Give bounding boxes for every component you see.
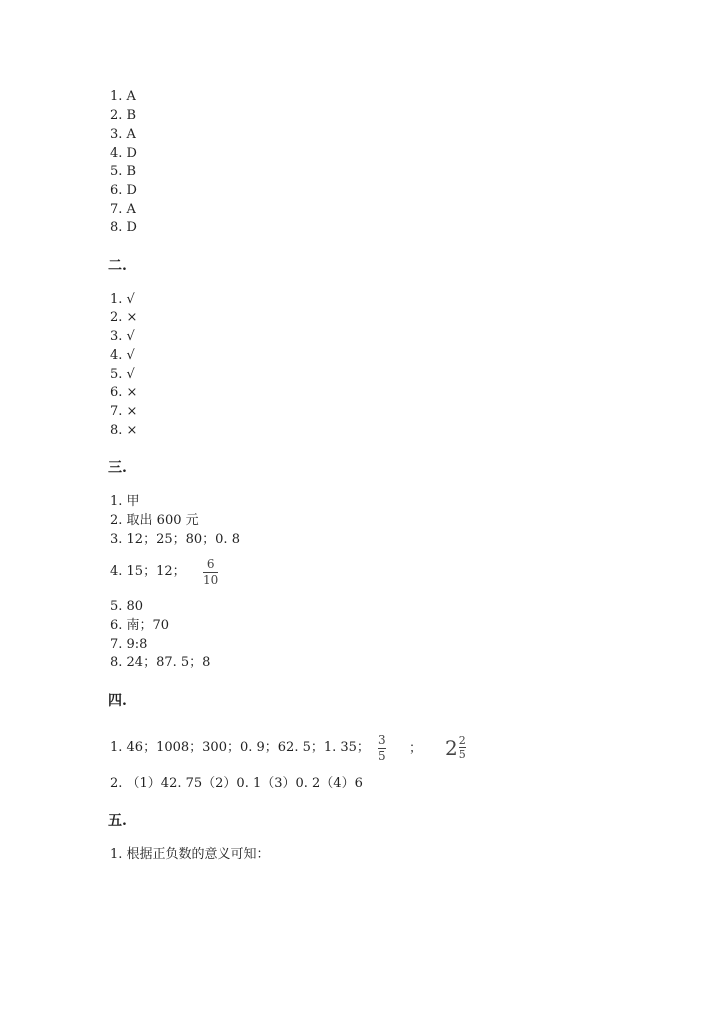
fraction-denominator: 5 — [458, 748, 466, 761]
s1-item-5: 5. B — [110, 164, 137, 179]
s1-item-1: 1. A — [110, 89, 136, 104]
s5-item-1: 1. 根据正负数的意义可知： — [110, 847, 270, 862]
s4-item-1-mixed-number — [445, 735, 466, 760]
s3-item-4: 4. 15；12； — [110, 564, 186, 579]
s3-item-8: 8. 24；87. 5；8 — [110, 655, 211, 670]
s3-item-4-fraction — [203, 558, 218, 587]
s3-item-6: 6. 南；70 — [110, 618, 170, 633]
section-4-heading: 四. — [108, 693, 127, 709]
s2-item-2: 2. × — [110, 310, 138, 325]
s2-item-1: 1. √ — [110, 292, 135, 307]
s4-item-1-fraction — [378, 734, 386, 763]
fraction-denominator: 10 — [203, 573, 219, 587]
s3-item-5: 5. 80 — [110, 599, 144, 614]
s1-item-7: 7. A — [110, 202, 136, 217]
s1-item-4: 4. D — [110, 146, 137, 161]
s3-item-3: 3. 12；25；80；0. 8 — [110, 532, 240, 547]
fraction-numerator: 2 — [458, 734, 466, 747]
s3-item-7: 7. 9:8 — [110, 637, 148, 652]
s3-item-1: 1. 甲 — [110, 494, 140, 509]
s4-item-1-separator: ； — [409, 741, 423, 756]
section-2-heading: 二. — [108, 258, 127, 274]
s2-item-3: 3. √ — [110, 329, 135, 344]
s2-item-5: 5. √ — [110, 367, 135, 382]
s2-item-4: 4. √ — [110, 348, 135, 363]
s3-item-2: 2. 取出 600 元 — [110, 513, 199, 528]
fraction-numerator: 3 — [378, 733, 386, 747]
s2-item-6: 6. × — [110, 385, 138, 400]
s1-item-8: 8. D — [110, 220, 137, 235]
fraction-numerator: 6 — [206, 557, 215, 571]
section-3-heading: 三. — [108, 460, 127, 476]
mixed-fraction — [459, 735, 466, 760]
s1-item-2: 2. B — [110, 108, 137, 123]
section-5-heading: 五. — [108, 813, 127, 829]
mixed-whole: 2 — [445, 735, 458, 760]
s4-item-2: 2. （1）42. 75（2）0. 1（3）0. 2（4）6 — [110, 776, 363, 791]
s2-item-8: 8. × — [110, 423, 138, 438]
s1-item-6: 6. D — [110, 183, 137, 198]
fraction-denominator: 5 — [378, 749, 386, 763]
s1-item-3: 3. A — [110, 127, 136, 142]
s4-item-1: 1. 46；1008；300；0. 9；62. 5；1. 35； — [110, 740, 370, 755]
s2-item-7: 7. × — [110, 404, 138, 419]
